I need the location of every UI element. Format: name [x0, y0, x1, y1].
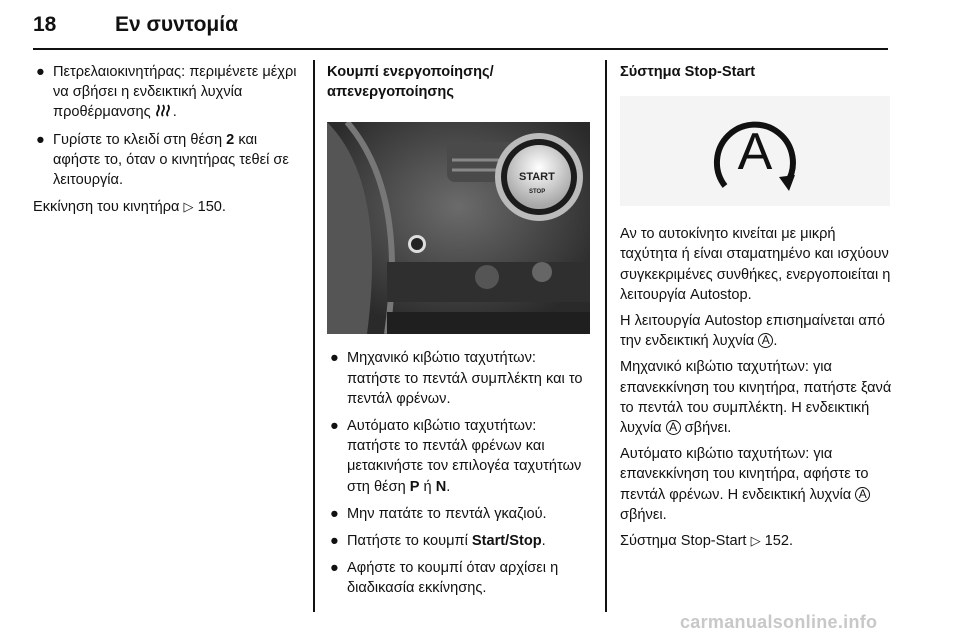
list-item: ● Αυτόματο κιβώτιο ταχυτήτων: πατήστε το πεντάλ φρένων και μετακινήστε τον επιλογέα ταχυτήτων στη θέση P ή N.: [330, 418, 582, 495]
page-number: 18: [33, 13, 57, 36]
autostop-icon: [695, 101, 815, 201]
cross-reference[interactable]: Σύστημα Stop-Start ▷ 152.: [620, 533, 794, 550]
paragraph: Αυτόματο κιβώτιο ταχυτήτων: για επανεκκίνηση του κινητήρα, αφήστε το πεντάλ φρένων. Η ενδεικτική λυχνία A σβήνει.: [620, 446, 869, 523]
autostop-icon-box: [620, 96, 890, 206]
middle-column: [327, 62, 593, 606]
header-divider: [33, 48, 888, 50]
list-item: ● Μηχανικό κιβώτιο ταχυτήτων: πατήστε το πεντάλ συμπλέκτη και το πεντάλ φρένων.: [330, 350, 583, 407]
autostop-indicator-icon: A: [855, 487, 870, 502]
stop-button-label: STOP: [529, 189, 546, 196]
list-item: ● Αφήστε το κουμπί όταν αρχίσει η διαδικασία εκκίνησης.: [330, 560, 559, 597]
paragraph: Αν το αυτοκίνητο κινείται με μικρή ταχύτητα ή είναι σταματημένο και ισχύουν συγκεκριμένες συνθήκες, ενεργοποιείται η λειτουργία Autostop.: [620, 226, 891, 303]
column-divider-2: [605, 60, 607, 612]
reference-arrow-icon: ▷: [183, 199, 194, 215]
section-heading: Σύστημα Stop-Start: [620, 64, 756, 80]
reference-arrow-icon: ▷: [750, 533, 761, 549]
section-heading: Κουμπί ενεργοποίησης/ απενεργοποίησης: [327, 64, 494, 101]
page-header: [33, 4, 888, 46]
cross-reference[interactable]: Εκκίνηση του κινητήρα ▷ 150.: [33, 199, 226, 216]
dashboard-illustration: [327, 122, 590, 334]
paragraph: Η λειτουργία Autostop επισημαίνεται από την ενδεικτική λυχνία A .: [620, 313, 886, 350]
autostop-icon-letter: A: [737, 123, 773, 182]
right-column: [620, 62, 892, 557]
column-divider-1: [313, 60, 315, 612]
glow-plug-icon: [155, 104, 173, 117]
page-title: Εν συντομία: [115, 13, 238, 36]
autostop-indicator-icon: A: [758, 333, 773, 348]
list-item: ● Μην πατάτε το πεντάλ γκαζιού.: [330, 505, 547, 522]
start-button-photo: [327, 122, 590, 334]
list-item: ● Πετρελαιοκινητήρας: περιμένετε μέχρι να σβήσει η ενδεικτική λυχνία προθέρμανσης .: [36, 64, 297, 121]
list-item: ● Πατήστε το κουμπί Start/Stop.: [330, 533, 546, 550]
paragraph: Μηχανικό κιβώτιο ταχυτήτων: για επανεκκίνηση του κινητήρα, πατήστε ξανά το πεντάλ του συμπλέκτη. Η ενδεικτική λυχνία A σβήνει.: [620, 359, 892, 437]
watermark: carmanualsonline.info: [680, 612, 878, 632]
list-item: ● Γυρίστε το κλειδί στη θέση 2 και αφήστε το, όταν ο κινητήρας τεθεί σε λειτουργία.: [36, 131, 289, 189]
autostop-indicator-icon: A: [666, 420, 681, 435]
left-column: [33, 62, 305, 223]
start-button-label: START: [519, 171, 555, 184]
